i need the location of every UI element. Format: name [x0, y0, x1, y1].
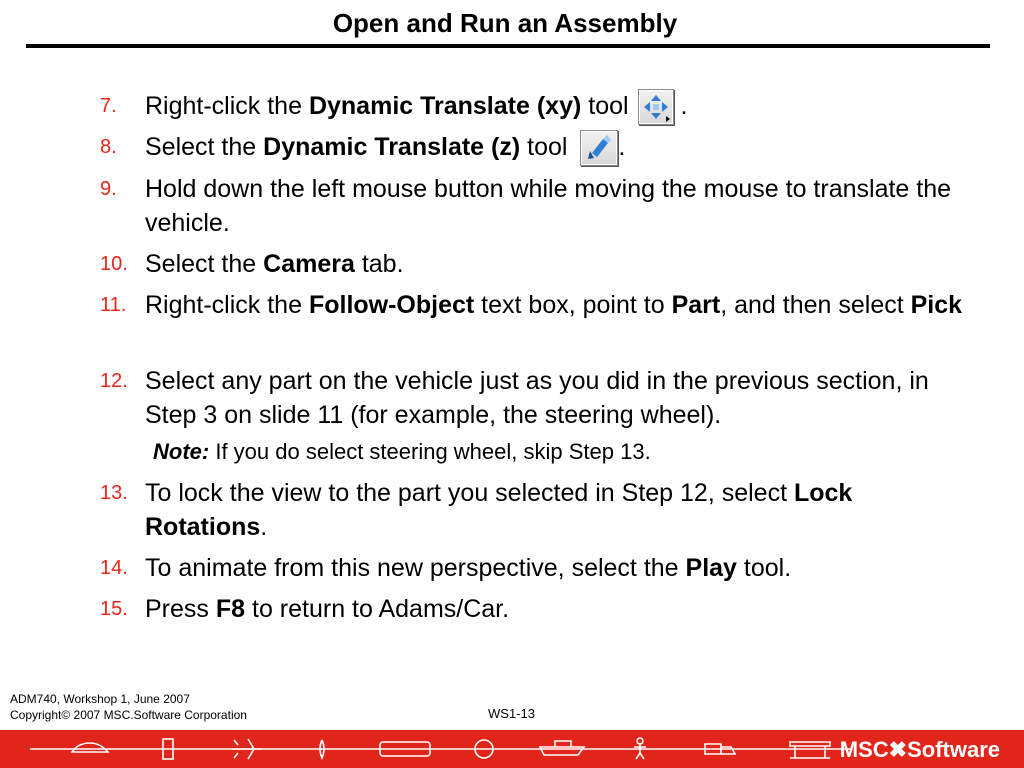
footer-course: ADM740, Workshop 1, June 2007	[10, 692, 190, 706]
step-text: Right-click the	[145, 291, 309, 319]
step-11	[100, 288, 965, 322]
note	[153, 437, 651, 467]
step-bold: Dynamic Translate (z)	[263, 133, 521, 161]
step-15	[100, 592, 965, 626]
slide-title: Open and Run an Assembly	[332, 8, 678, 38]
step-text: Hold down the left mouse button while moving the mouse to translate the vehicle.	[145, 175, 952, 237]
step-text: Select any part on the vehicle just as you did in the previous section, in Step 3 on slide 11 (for example, the steering wheel).	[145, 367, 929, 429]
step-bold: Dynamic Translate (xy)	[308, 92, 582, 120]
step-9	[100, 172, 965, 240]
msc-software-logo: MSC✖Software	[839, 737, 1000, 762]
step-bold: Pick	[910, 291, 963, 319]
step-7	[100, 89, 965, 125]
step-text: .	[260, 513, 268, 541]
step-number: 12.	[100, 370, 128, 392]
dynamic-translate-z-icon[interactable]	[580, 130, 618, 166]
step-bold: F8	[215, 595, 246, 623]
step-bold: Lock Rotations	[145, 479, 853, 541]
person-icon	[637, 738, 643, 744]
ship-icon	[540, 741, 584, 755]
car-icon	[72, 743, 108, 752]
note-text: If you do select steering wheel, skip Step 13.	[209, 439, 651, 464]
step-text: To lock the view to the part you selected in Step 12, select	[145, 479, 794, 507]
step-12	[100, 364, 965, 432]
step-text: .	[680, 92, 688, 120]
step-text: to return to Adams/Car.	[245, 595, 510, 623]
step-bold: Follow-Object	[308, 291, 475, 319]
step-text: Select the	[145, 250, 264, 278]
title-rule	[26, 44, 990, 48]
step-number: 9.	[100, 178, 117, 200]
step-text: tab.	[354, 250, 404, 278]
industry-icons	[0, 730, 870, 768]
step-text: tool.	[736, 554, 792, 582]
step-bold: Part	[671, 291, 721, 319]
step-text: To animate from this new perspective, select the	[145, 554, 686, 582]
step-13	[100, 476, 965, 544]
step-number: 7.	[100, 95, 117, 117]
step-number: 8.	[100, 136, 117, 158]
step-text: , and then select	[720, 291, 911, 319]
step-text: text box, point to	[474, 291, 672, 319]
step-10	[100, 247, 965, 281]
footer-band	[0, 730, 1024, 768]
step-8	[100, 130, 965, 166]
step-bold: Camera	[263, 250, 355, 278]
step-number: 15.	[100, 598, 128, 620]
step-text: Press	[145, 595, 216, 623]
step-14	[100, 551, 965, 585]
dynamic-translate-xy-icon[interactable]	[638, 89, 674, 125]
step-number: 11.	[100, 294, 127, 316]
footer-info	[10, 691, 247, 723]
slide-number: WS1-13	[488, 706, 535, 721]
airplane-icon	[232, 739, 262, 759]
building-icon	[790, 742, 830, 758]
step-text: .	[618, 133, 626, 161]
step-text: tool	[581, 92, 636, 120]
step-text: tool	[520, 133, 575, 161]
step-number: 14.	[100, 557, 128, 579]
note-label: Note:	[153, 439, 210, 464]
step-number: 13.	[100, 482, 128, 504]
step-number: 10.	[100, 253, 128, 275]
step-text: Select the	[145, 133, 264, 161]
step-text: Right-click the	[145, 92, 309, 120]
step-bold: Play	[685, 554, 737, 582]
footer-copyright: Copyright© 2007 MSC.Software Corporation	[10, 708, 247, 722]
